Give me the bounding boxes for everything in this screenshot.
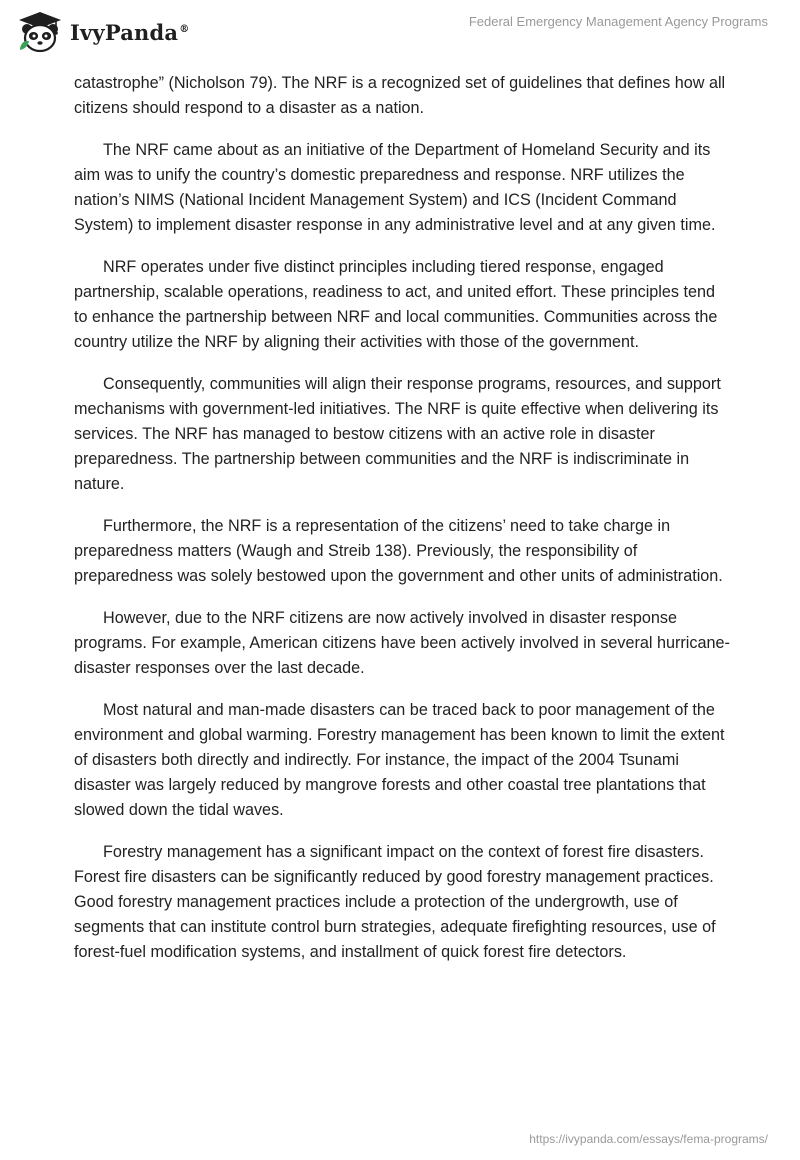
paragraph-1: catastrophe” (Nicholson 79). The NRF is a recognized set of guidelines that defines how all citizens should respond to a disaster as a nation.: [74, 74, 726, 117]
paragraph-2: The NRF came about as an initiative of the Department of Homeland Security and its aim was to unify the country’s domestic preparedness and response. NRF utilizes the nation’s NIMS (National Incident Management System) and ICS (Incident Command System) to implement disaster response in any administrative level and at any given time.: [74, 141, 716, 234]
paragraph-7: Most natural and man-made disasters can be traced back to poor management of the environment and global warming. Forestry management has been known to limit the extent of disasters both directly and indirectly. For instance, the impact of the 2004 Tsunami disaster was largely reduced by mangrove forests and other coastal tree plantations that slowed down the tidal waves.: [74, 701, 725, 819]
essay-body: [74, 71, 730, 982]
panda-graduate-icon: [16, 10, 64, 54]
source-url[interactable]: https://ivypanda.com/essays/fema-programs/: [529, 1132, 768, 1146]
paragraph-4: Consequently, communities will align their response programs, resources, and support mechanisms with government-led initiatives. The NRF is quite effective when delivering its services. The NRF has managed to bestow citizens with an active role in disaster preparedness. The partnership between communities and the NRF is indiscriminate in nature.: [74, 375, 721, 493]
paragraph-5: Furthermore, the NRF is a representation of the citizens’ need to take charge in preparedness matters (Waugh and Streib 138). Previously, the responsibility of preparedness was solely bestowed upon the government and other units of administration.: [74, 517, 723, 585]
page-header: [0, 0, 800, 70]
document-title: Federal Emergency Management Agency Programs: [468, 14, 768, 29]
registered-mark: ®: [179, 23, 190, 35]
brand-name: IvyPanda®: [70, 19, 190, 45]
paragraph-8: Forestry management has a significant impact on the context of forest fire disasters. Forest fire disasters can be significantly reduced by good forestry management practices. Good forestry management practices include a protection of the undergrowth, use of segments that can institute control burn strategies, adequate firefighting resources, use of forest-fuel modification systems, and installment of quick forest fire detectors.: [74, 843, 716, 961]
paragraph-6: However, due to the NRF citizens are now actively involved in disaster response programs. For example, American citizens have been actively involved in several hurricane-disaster responses over the last decade.: [74, 609, 730, 677]
paragraph-3: NRF operates under five distinct principles including tiered response, engaged partnership, scalable operations, readiness to act, and united effort. These principles tend to enhance the partnership between NRF and local communities. Communities across the country utilize the NRF by aligning their activities with those of the government.: [74, 258, 718, 351]
brand-logo[interactable]: [16, 10, 189, 54]
